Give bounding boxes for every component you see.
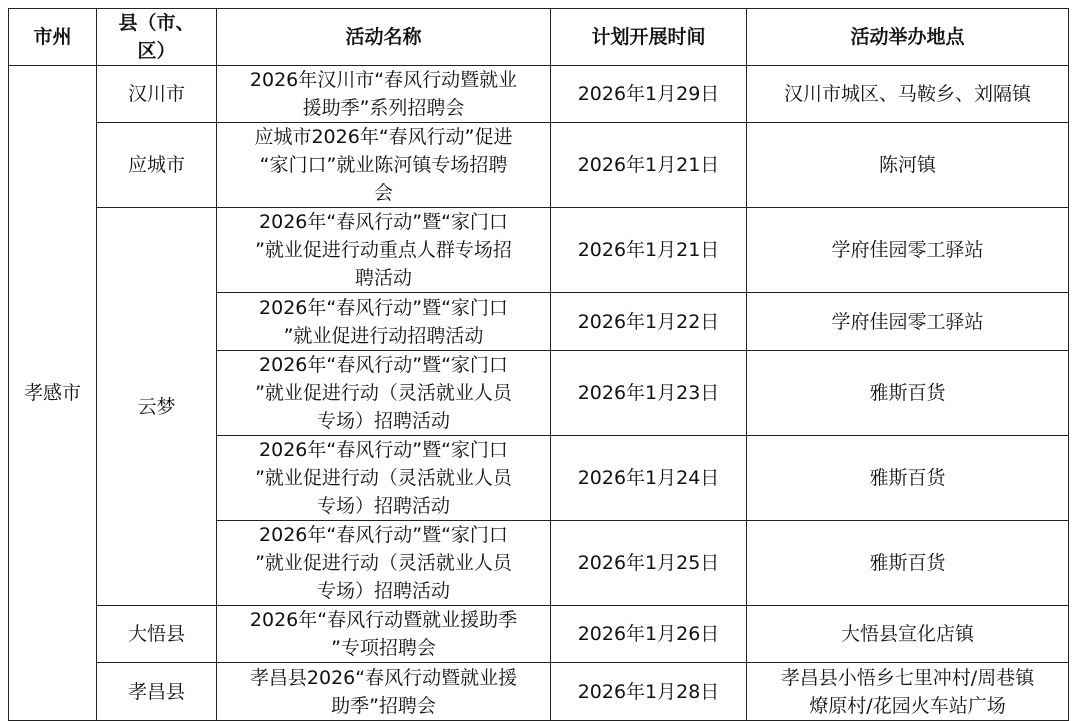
date-cell: 2026年1月23日 [551,351,747,436]
location-cell: 雅斯百货 [747,521,1069,606]
date-cell: 2026年1月24日 [551,436,747,521]
location-cell: 陈河镇 [747,123,1069,208]
header-city: 市州 [9,9,97,66]
date-cell: 2026年1月26日 [551,606,747,663]
location-cell: 雅斯百货 [747,436,1069,521]
activity-name-cell: 2026年“春风行动”暨“家门口 ”就业促进行动（灵活就业人员 专场）招聘活动 [217,436,551,521]
location-cell: 孝昌县小悟乡七里冲村/周巷镇 燎原村/花园火车站广场 [747,663,1069,721]
location-cell: 学府佳园零工驿站 [747,293,1069,351]
activity-name-cell: 孝昌县2026“春风行动暨就业援 助季”招聘会 [217,663,551,721]
header-activity-name: 活动名称 [217,9,551,66]
location-cell: 学府佳园零工驿站 [747,208,1069,293]
date-cell: 2026年1月21日 [551,208,747,293]
activity-name-cell: 2026年汉川市“春风行动暨就业 援助季”系列招聘会 [217,66,551,123]
table-header-row [9,9,1069,66]
header-county: 县（市、 区） [97,9,217,66]
header-location: 活动举办地点 [747,9,1069,66]
city-cell: 孝感市 [9,66,97,721]
activity-name-cell: 2026年“春风行动”暨“家门口 ”就业促进行动重点人群专场招 聘活动 [217,208,551,293]
recruitment-schedule-table [8,8,1069,721]
table-row [9,66,1069,123]
activity-name-cell: 2026年“春风行动”暨“家门口 ”就业促进行动（灵活就业人员 专场）招聘活动 [217,351,551,436]
date-cell: 2026年1月22日 [551,293,747,351]
county-cell: 云梦 [97,208,217,606]
date-cell: 2026年1月28日 [551,663,747,721]
county-cell: 孝昌县 [97,663,217,721]
county-cell: 应城市 [97,123,217,208]
table-row [9,663,1069,721]
date-cell: 2026年1月21日 [551,123,747,208]
county-cell: 大悟县 [97,606,217,663]
table-row [9,123,1069,208]
table-row [9,208,1069,293]
date-cell: 2026年1月29日 [551,66,747,123]
location-cell: 雅斯百货 [747,351,1069,436]
activity-name-cell: 2026年“春风行动暨就业援助季 ”专项招聘会 [217,606,551,663]
table-row [9,606,1069,663]
date-cell: 2026年1月25日 [551,521,747,606]
location-cell: 汉川市城区、马鞍乡、刘隔镇 [747,66,1069,123]
location-cell: 大悟县宣化店镇 [747,606,1069,663]
county-cell: 汉川市 [97,66,217,123]
activity-name-cell: 2026年“春风行动”暨“家门口 ”就业促进行动（灵活就业人员 专场）招聘活动 [217,521,551,606]
activity-name-cell: 应城市2026年“春风行动”促进 “家门口”就业陈河镇专场招聘 会 [217,123,551,208]
header-planned-date: 计划开展时间 [551,9,747,66]
activity-name-cell: 2026年“春风行动”暨“家门口 ”就业促进行动招聘活动 [217,293,551,351]
